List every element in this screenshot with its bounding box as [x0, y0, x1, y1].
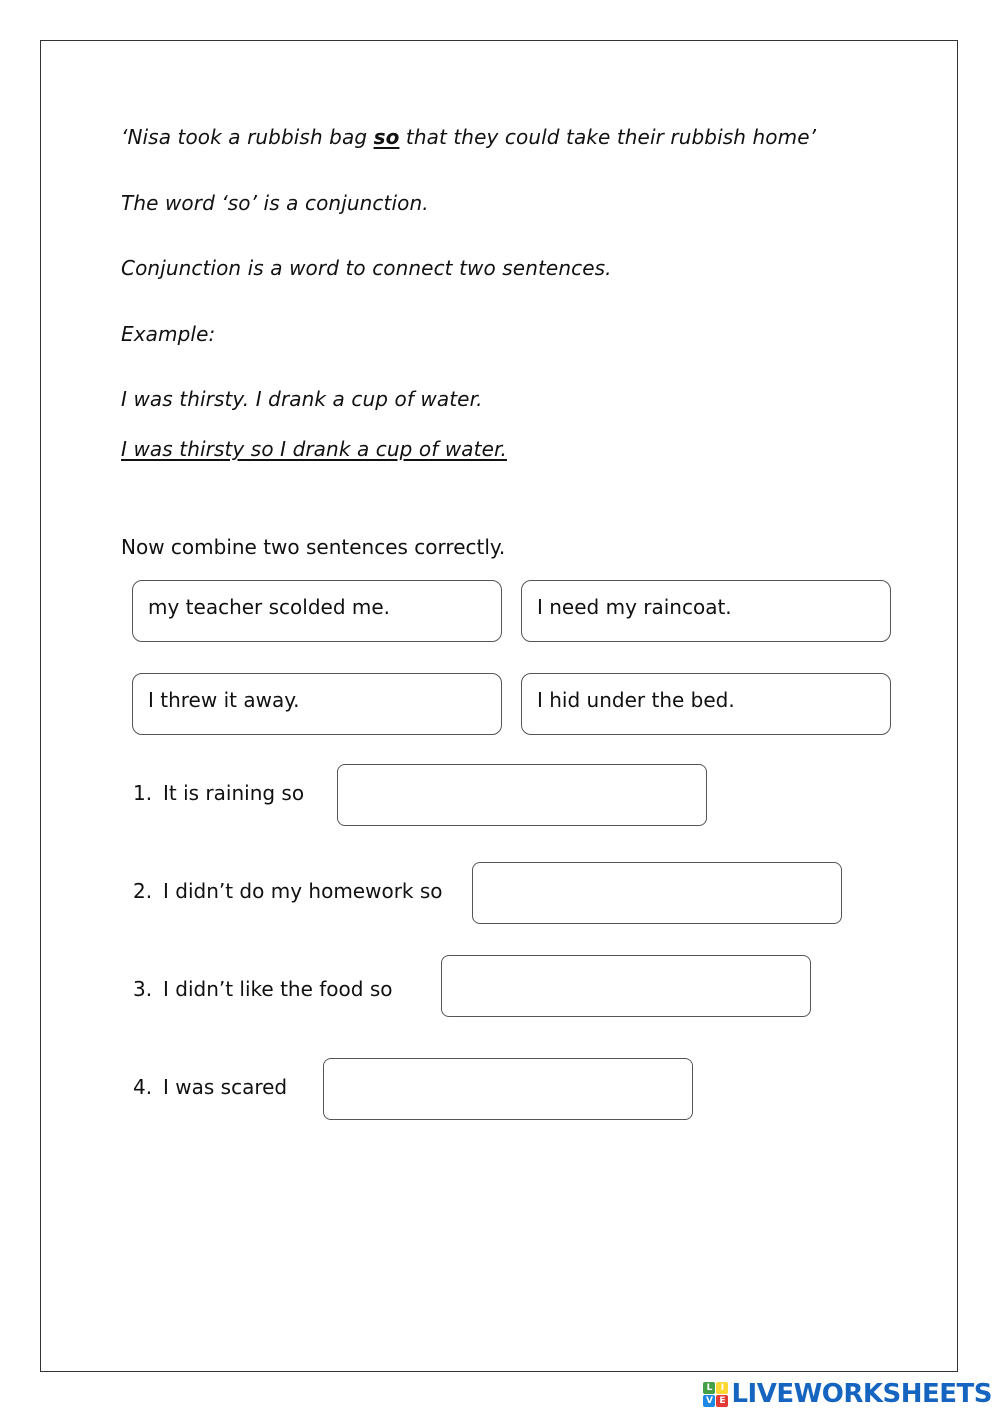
word-bank-option[interactable]: I hid under the bed.: [521, 673, 891, 735]
answer-input-4[interactable]: [323, 1058, 693, 1120]
instruction-text: Now combine two sentences correctly.: [121, 535, 506, 559]
question-2-label: [133, 879, 443, 903]
liveworksheets-logo-icon: [703, 1382, 728, 1407]
word-bank-option[interactable]: I threw it away.: [132, 673, 502, 735]
answer-input-3[interactable]: [441, 955, 811, 1017]
logo-letter: V: [703, 1395, 715, 1407]
example-combined-sentence: I was thirsty so I drank a cup of water.: [121, 437, 507, 461]
question-number: 1.: [133, 781, 153, 805]
example-separate-sentences: I was thirsty. I drank a cup of water.: [121, 387, 483, 411]
question-number: 3.: [133, 977, 153, 1001]
question-prompt: I didn’t do my homework so: [163, 879, 443, 903]
question-prompt: I was scared: [163, 1075, 288, 1099]
conjunction-definition: Conjunction is a word to connect two sentences.: [121, 256, 612, 280]
logo-letter: I: [716, 1382, 728, 1394]
question-prompt: It is raining so: [163, 781, 305, 805]
conjunction-statement: The word ‘so’ is a conjunction.: [121, 191, 429, 215]
question-number: 2.: [133, 879, 153, 903]
question-number: 4.: [133, 1075, 153, 1099]
logo-letter: E: [716, 1395, 728, 1407]
question-prompt: I didn’t like the food so: [163, 977, 393, 1001]
word-bank-option[interactable]: my teacher scolded me.: [132, 580, 502, 642]
question-1-label: [133, 781, 304, 805]
intro-keyword-so: so: [373, 125, 400, 149]
logo-letter: L: [703, 1382, 715, 1394]
question-4-label: [133, 1075, 287, 1099]
example-heading: Example:: [121, 322, 216, 346]
intro-sentence: [121, 125, 816, 149]
intro-sentence-before: ‘Nisa took a rubbish bag: [121, 125, 374, 149]
answer-input-2[interactable]: [472, 862, 842, 924]
word-bank-option[interactable]: I need my raincoat.: [521, 580, 891, 642]
question-3-label: [133, 977, 392, 1001]
answer-input-1[interactable]: [337, 764, 707, 826]
liveworksheets-wordmark: LIVEWORKSHEETS: [731, 1379, 992, 1409]
liveworksheets-logo: [703, 1378, 992, 1410]
intro-sentence-after: that they could take their rubbish home’: [399, 125, 817, 149]
